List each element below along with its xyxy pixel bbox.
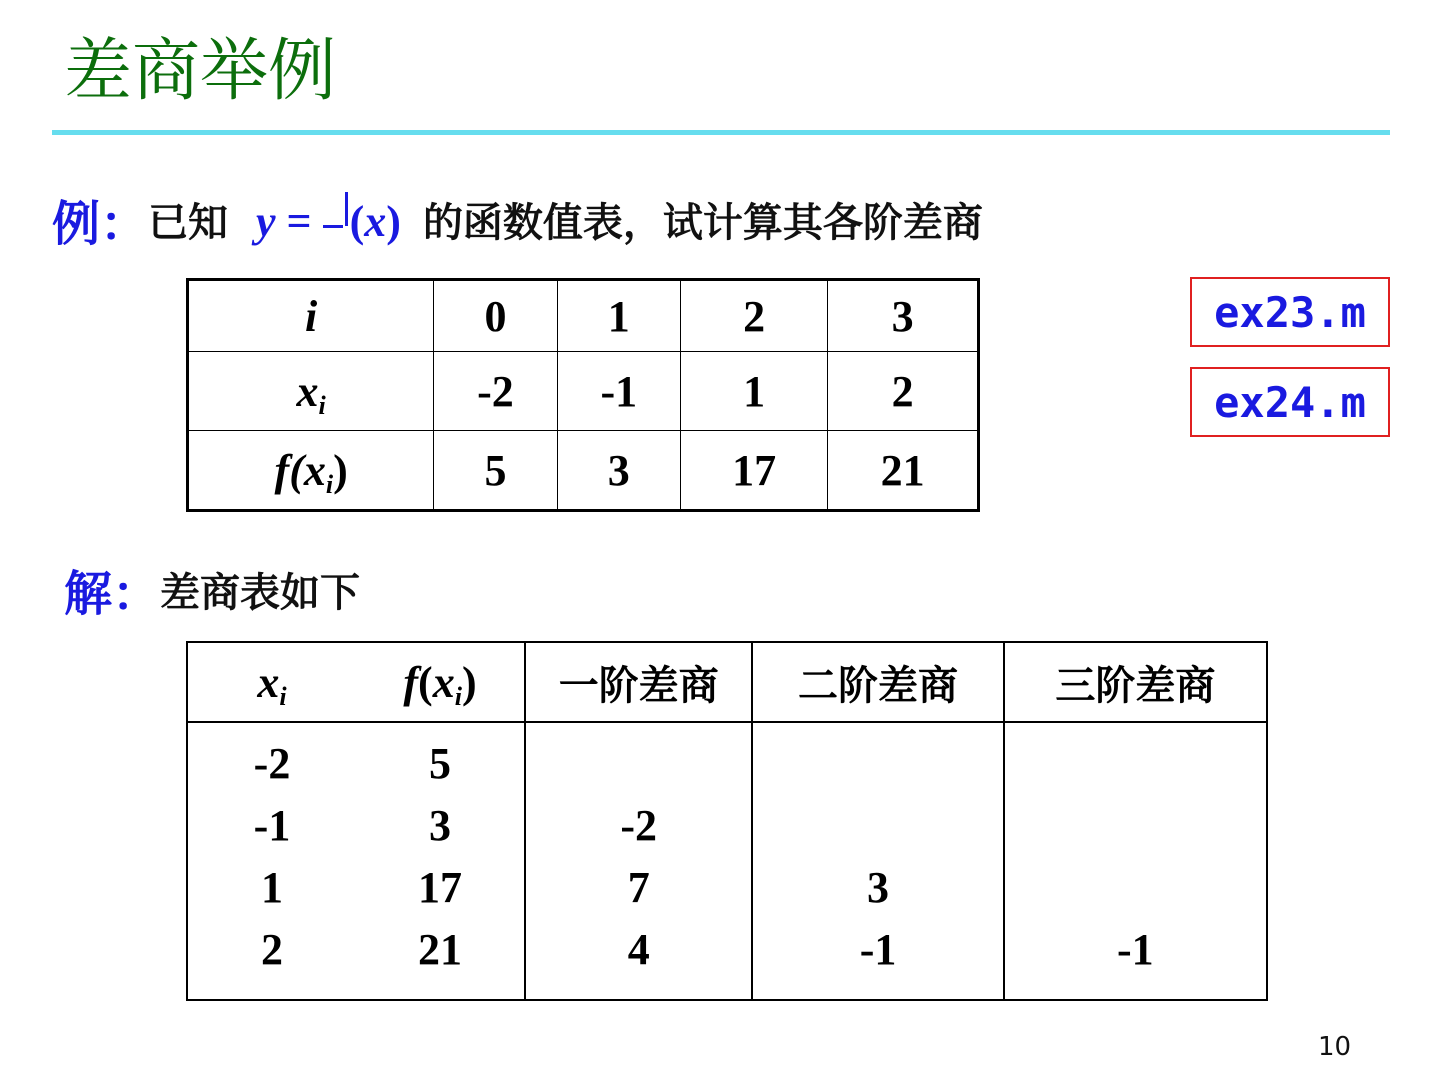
dd-col-x-fx xyxy=(187,722,525,1000)
x-value: -1 xyxy=(253,801,291,850)
row-header-f: $f(x_i)$ xyxy=(188,431,434,511)
header-second-order: 二阶差商 xyxy=(752,642,1003,722)
table-cell: 17 xyxy=(680,431,827,511)
page-number: 10 xyxy=(1318,1032,1352,1062)
dd-header-x-fx xyxy=(187,642,525,722)
table-cell: -2 xyxy=(434,352,557,431)
third-order-value: -1 xyxy=(1117,925,1154,974)
table-cell: -1 xyxy=(557,352,680,431)
formula-y: y xyxy=(256,196,276,246)
f-value: 21 xyxy=(418,925,462,974)
problem-text-before: 已知 xyxy=(148,199,229,246)
third-order-value xyxy=(1005,857,1266,919)
third-order-value xyxy=(1005,733,1266,795)
x-value: -2 xyxy=(253,739,291,788)
formula xyxy=(256,192,401,247)
second-order-value: 3 xyxy=(867,863,890,912)
second-order-value xyxy=(753,733,1002,795)
value-table-row-i xyxy=(188,280,979,352)
header-first-order: 一阶差商 xyxy=(525,642,752,722)
table-cell: 3 xyxy=(557,431,680,511)
dd-body-row xyxy=(187,722,1267,1000)
solution-text: 差商表如下 xyxy=(160,569,361,616)
f-value: 17 xyxy=(418,863,462,912)
row-header-x: $x_i$ xyxy=(188,352,434,431)
value-table-row-f xyxy=(188,431,979,511)
table-cell: 1 xyxy=(557,280,680,352)
formula-equals: = xyxy=(286,196,312,246)
table-cell: 1 xyxy=(680,352,827,431)
formula-open: ( xyxy=(349,196,365,246)
table-cell: 2 xyxy=(680,280,827,352)
header-x: $x_i$ xyxy=(257,657,287,711)
header-third-order: 三阶差商 xyxy=(1004,642,1267,722)
f-values xyxy=(356,723,524,999)
table-cell: 2 xyxy=(828,352,979,431)
value-table xyxy=(186,278,980,512)
title-divider xyxy=(52,130,1390,135)
f-value: 5 xyxy=(429,739,451,788)
first-order-value xyxy=(526,733,751,795)
dd-header-row xyxy=(187,642,1267,722)
formula-bar xyxy=(345,192,348,226)
formula-x: x xyxy=(364,196,387,246)
problem-statement xyxy=(52,188,983,250)
dd-col-third xyxy=(1004,722,1267,1000)
x-values xyxy=(188,723,356,999)
first-order-value: 4 xyxy=(627,925,650,974)
dd-col-second xyxy=(752,722,1003,1000)
table-cell: 0 xyxy=(434,280,557,352)
dd-col-first xyxy=(525,722,752,1000)
table-cell: 3 xyxy=(828,280,979,352)
second-order-value xyxy=(753,795,1002,857)
f-value: 3 xyxy=(429,801,451,850)
table-cell: 21 xyxy=(828,431,979,511)
third-order-value xyxy=(1005,795,1266,857)
problem-text-after: 的函数值表，试计算其各阶差商 xyxy=(422,199,983,246)
file-link-ex24[interactable]: ex24.m xyxy=(1190,367,1390,437)
solution-heading xyxy=(64,556,360,622)
table-cell: 5 xyxy=(434,431,557,511)
header-fx: $f(x_i)$ xyxy=(403,657,477,711)
row-header-i: i xyxy=(188,280,434,352)
slide-title: 差商举例 xyxy=(64,32,337,111)
first-order-value: 7 xyxy=(627,863,650,912)
example-label: 例： xyxy=(52,195,149,252)
x-value: 1 xyxy=(261,863,283,912)
formula-close: ) xyxy=(386,196,401,246)
file-link-ex23[interactable]: ex23.m xyxy=(1190,277,1390,347)
second-order-value: -1 xyxy=(859,925,897,974)
divided-difference-table xyxy=(186,641,1268,1001)
first-order-value: -2 xyxy=(620,801,658,850)
formula-dash xyxy=(323,225,343,228)
value-table-row-x xyxy=(188,352,979,431)
solution-label: 解： xyxy=(64,565,161,622)
x-value: 2 xyxy=(261,925,283,974)
